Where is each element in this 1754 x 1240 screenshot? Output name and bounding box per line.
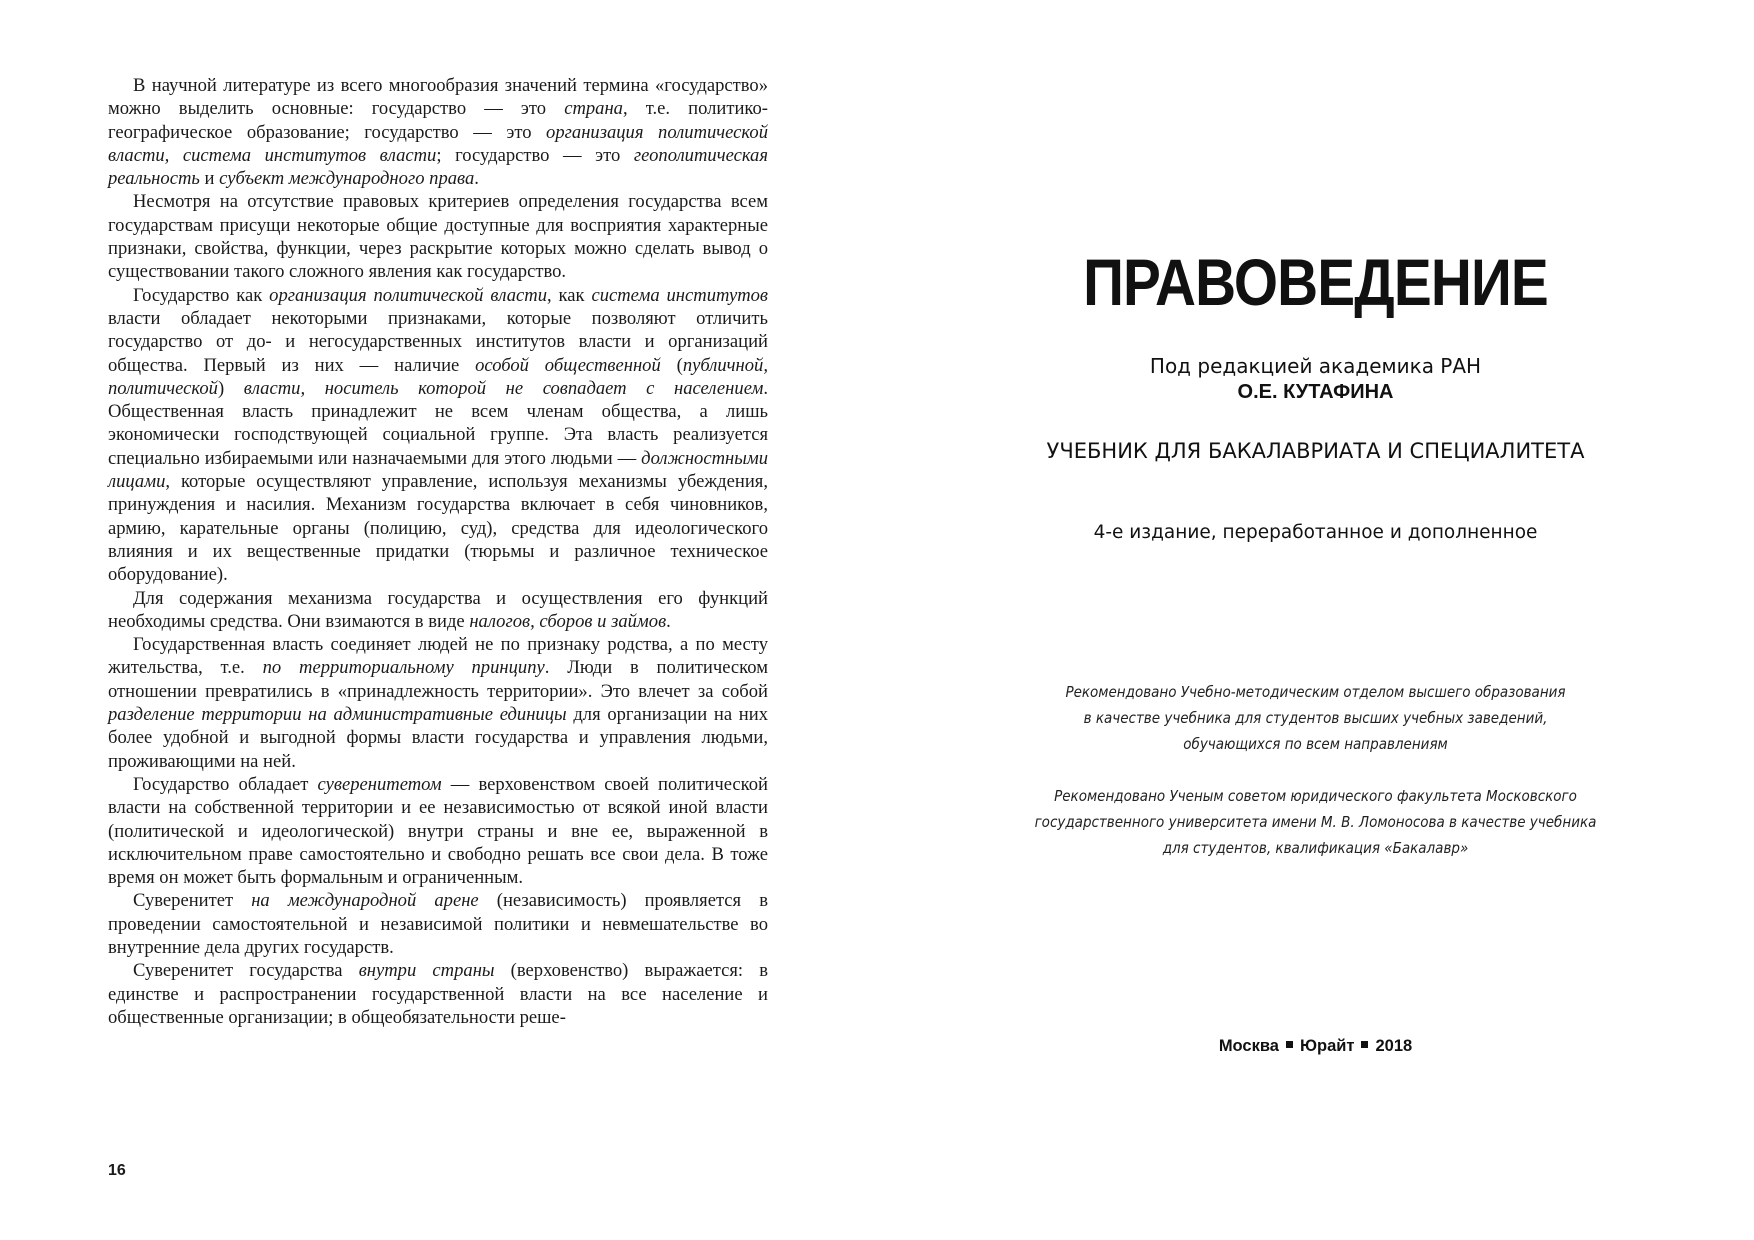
text-run: (верховенство) выражается: в единстве и распространении государственной власти на все население и общественные организации; в общеобязательности реше- <box>108 960 768 1028</box>
recommendation-2-line: для студентов, квалификация «Бакалавр» <box>1162 839 1469 857</box>
publisher-name: Юрайт <box>1299 1037 1355 1055</box>
text-run: Суверенитет <box>133 890 252 912</box>
text-run: . Люди в политическом отношении превратились в «принадлежность территории». Это влечет за собой <box>108 657 768 702</box>
text-run: Государство обладает <box>133 773 318 795</box>
text-run: ; государство — это <box>436 144 634 166</box>
text-run: Государство как <box>133 284 270 306</box>
text-run: для организации на них более удобной и выгодной формы власти государства и управления людьми, проживающими на ней. <box>108 704 768 772</box>
text-run: (независимость) проявляется в проведении самостоятельной и независимой политики и невмешательстве во внутренние дела других государств. <box>108 890 768 958</box>
text-run: . Общественная власть принадлежит не всем членам общества, а лишь экономически господствующей социальной группе. Эта власть реализуется специально избираемыми или назначаемыми для этого людьми — <box>108 377 769 469</box>
text-run: . <box>666 610 671 632</box>
paragraph <box>108 773 768 889</box>
recommendation-2-line: государственного университета имени М. В. Ломоносова в качестве учебника <box>1034 813 1597 831</box>
italic-run: организация политической власти, система институтов власти <box>108 121 769 166</box>
book-title: ПРАВОВЕДЕНИЕ <box>1083 245 1548 319</box>
recommendation-2 <box>877 783 1754 861</box>
recommendation-1-line: обучающихся по всем направлениям <box>1183 735 1448 753</box>
text-run: Суверенитет государства <box>133 960 359 982</box>
text-run: , как <box>547 284 592 306</box>
editor-line: Под редакцией академика РАН <box>1149 354 1482 378</box>
publisher-line <box>877 1035 1754 1057</box>
paragraph <box>108 633 768 773</box>
italic-run: страна <box>564 98 623 120</box>
italic-run: по территориальному принципу <box>262 657 545 679</box>
publisher-year: 2018 <box>1375 1037 1413 1055</box>
text-run: и <box>199 168 220 190</box>
page-number: 16 <box>108 1162 126 1179</box>
editor-name: О.Е. КУТАФИНА <box>1237 381 1394 403</box>
text-run: ( <box>660 354 683 376</box>
recommendation-1 <box>877 679 1754 757</box>
paragraph <box>108 284 768 587</box>
body-text <box>108 74 768 1029</box>
paragraph <box>108 190 768 283</box>
italic-run: суверенитетом <box>317 773 442 795</box>
text-run: власти обладает некоторыми признаками, которые позволяют отличить государство от до- и негосударственных институтов власти и организаций общества. Первый из них — наличие <box>108 307 768 376</box>
italic-run: внутри страны <box>358 960 495 982</box>
text-run: , которые осуществляют управление, используя механизмы убеждения, принуждения и насилия. Механизм государства включает в себя чиновников, армию, карательные органы (полицию, суд), средства для идеологического влияния и их вещественные придатки (тюрьмы и различное техническое оборудование). <box>108 471 768 586</box>
italic-run: должностными лицами <box>108 447 768 493</box>
recommendation-1-line: Рекомендовано Учебно-методическим отделом высшего образования <box>1065 683 1566 701</box>
right-page <box>877 0 1754 1240</box>
text-run: — верховенством своей политической власти на собственной территории и ее независимостью от всякой иной власти (политической и идеологической) внутри страны и вне ее, выраженной в исключительном праве самостоятельно и свободно решать все свои дела. В тоже время он может быть формальным и ограниченным. <box>108 773 768 889</box>
italic-run: на международной арене <box>251 890 479 912</box>
square-bullet-icon <box>1286 1041 1293 1048</box>
text-run: Для содержания механизма государства и осуществления его функций необходимы средства. Они взимаются в виде <box>108 587 768 632</box>
text-run: ) <box>217 377 244 399</box>
italic-run: публичной, политической <box>108 354 768 399</box>
text-run: В научной литературе из всего многообразия значений термина «государство» можно выделить основные: государство — это <box>108 75 768 120</box>
paragraph <box>108 889 768 959</box>
italic-run: субъект международного права <box>219 168 475 190</box>
subtitle: УЧЕБНИК ДЛЯ БАКАЛАВРИАТА И СПЕЦИАЛИТЕТА <box>1046 439 1585 463</box>
italic-run: разделение территории на административные единицы <box>108 704 567 726</box>
text-run: , т.е. политико-географическое образование; государство — это <box>108 98 769 143</box>
italic-run: организация политической власти <box>269 284 547 306</box>
italic-run: налогов, сборов и займов <box>469 610 667 632</box>
recommendation-2-line: Рекомендовано Ученым советом юридического факультета Московского <box>1054 787 1577 805</box>
italic-run: особой общественной <box>475 354 661 376</box>
italic-run: геополитическая реальность <box>108 144 768 190</box>
text-run: . <box>474 168 479 190</box>
publisher-city: Москва <box>1218 1037 1279 1055</box>
recommendation-1-line: в качестве учебника для студентов высших учебных заведений, <box>1083 709 1548 727</box>
paragraph <box>108 74 768 190</box>
square-bullet-icon <box>1361 1041 1368 1048</box>
italic-run: власти, носитель которой не совпадает с населением <box>243 377 764 399</box>
text-run: Государственная власть соединяет людей не по признаку родства, а по месту жительства, т.е. <box>108 634 768 679</box>
paragraph <box>108 587 768 634</box>
italic-run: система институтов <box>591 284 769 306</box>
text-run: Несмотря на отсутствие правовых критериев определения государства всем государствам присущи некоторые общие доступные для восприятия характерные признаки, свойства, функции, через раскрытие которых можно сделать вывод о существовании такого сложного явления как государство. <box>108 191 768 283</box>
edition-note: 4-е издание, переработанное и дополненное <box>1093 522 1538 543</box>
paragraph <box>108 959 768 1029</box>
